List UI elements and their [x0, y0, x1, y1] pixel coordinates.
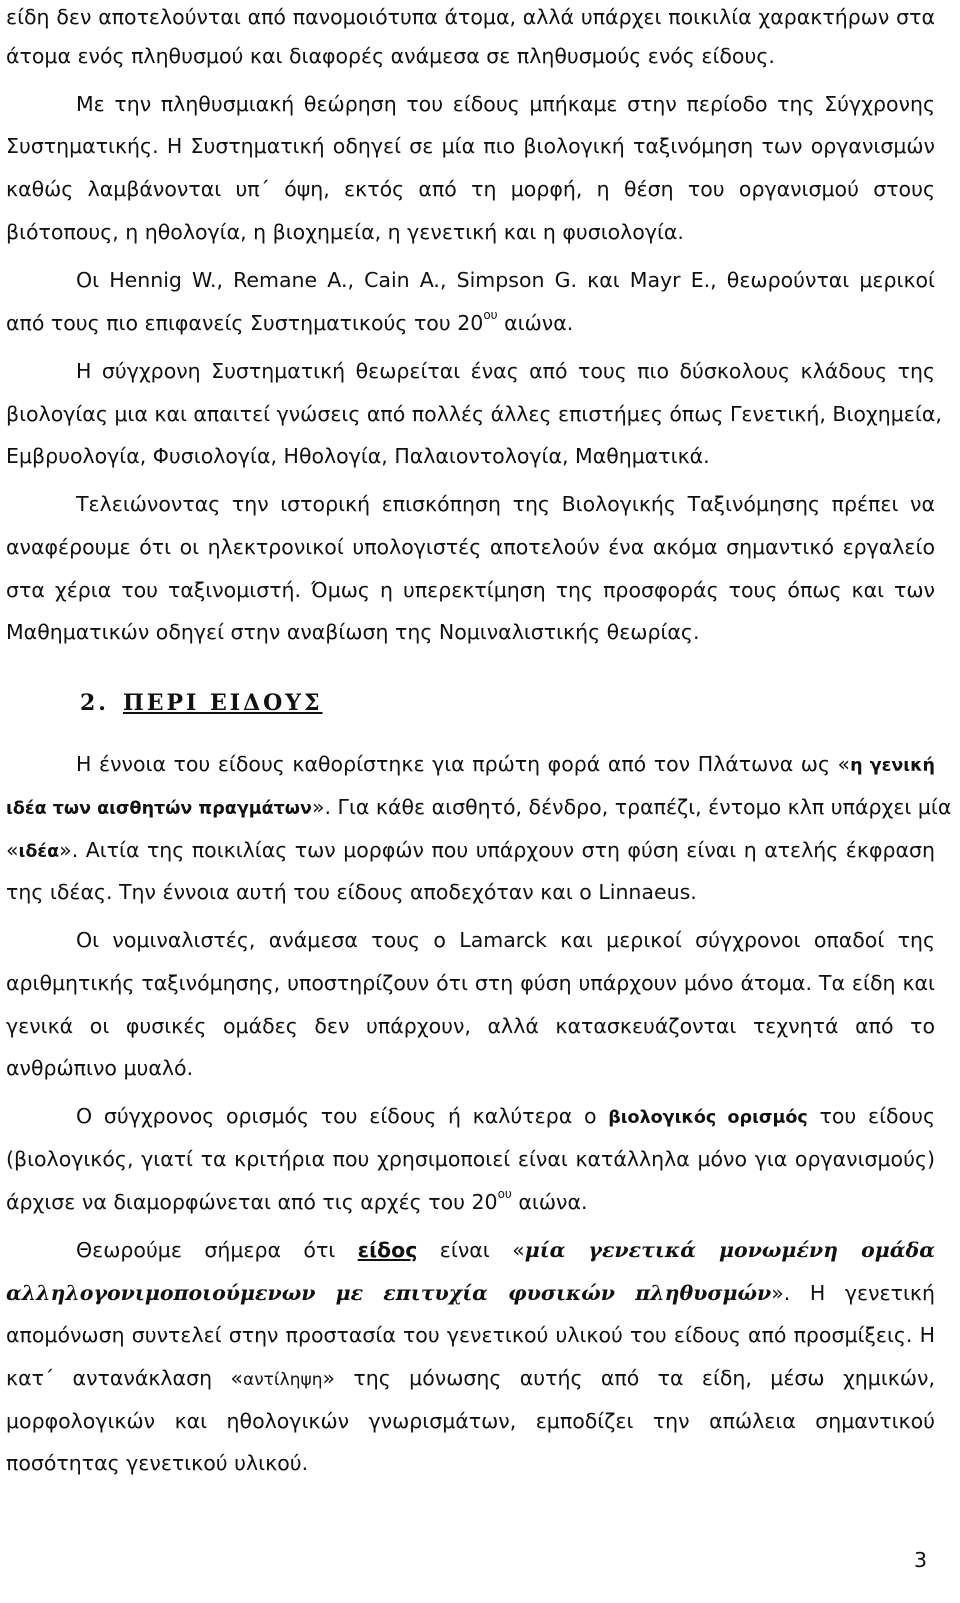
- text-segment: Ο σύγχρονος ορισμός του είδους ή καλύτερα ο: [76, 1104, 609, 1128]
- text-line: Συστηματικής. Η Συστηματική οδηγεί σε μία πιο βιολογική ταξινόμηση των οργανισμών: [6, 134, 935, 158]
- section-number: 2.: [80, 690, 109, 716]
- text-line: είδη δεν αποτελούνται από πανομοιότυπα άτομα, αλλά υπάρχει ποικιλία χαρακτήρων στα: [6, 5, 935, 29]
- text-line: [6, 794, 952, 822]
- text-line: [76, 1237, 935, 1263]
- text-line: Η σύγχρονη Συστηματική θεωρείται ένας από τους πιο δύσκολους κλάδους της: [76, 359, 935, 383]
- text-segment: ». Για κάθε αισθητό, δένδρο, τραπέζι, έντομο κλπ υπάρχει μία: [311, 795, 952, 819]
- page-number: 3: [914, 1548, 928, 1572]
- text-line: μορφολογικών και ηθολογικών γνωρισμάτων, εμποδίζει την απώλεια σημαντικού: [6, 1409, 935, 1433]
- bold-phrase: βιολογικός ορισμός: [608, 1108, 808, 1128]
- text-segment: κατ΄ αντανάκλαση «: [6, 1366, 243, 1390]
- definition-phrase: αλληλογονιμοποιούμενων με επιτυχία φυσικών πληθυσμών: [6, 1281, 772, 1305]
- text-line: Οι νομιναλιστές, ανάμεσα τους ο Lamarck και μερικοί σύγχρονοι οπαδοί της: [76, 928, 935, 952]
- text-line: [76, 1103, 935, 1131]
- text-line: Οι Hennig W., Remane A., Cain A., Simpson G. και Mayr E., θεωρούνται μερικοί: [76, 268, 935, 292]
- text-line: καθώς λαμβάνονται υπ΄ όψη, εκτός από τη μορφή, η θέση του οργανισμού στους: [6, 177, 935, 201]
- text-line: απομόνωση συντελεί στην προστασία του γενετικού υλικού του είδους από προσμίξεις. Η: [6, 1323, 935, 1347]
- text-segment: άρχισε να διαμορφώνεται από τις αρχές του 20: [6, 1190, 498, 1214]
- section-heading: [80, 690, 323, 716]
- text-segment: «: [6, 838, 19, 862]
- text-segment: Θεωρούμε σήμερα ότι: [76, 1238, 358, 1262]
- text-line: [6, 310, 573, 336]
- text-line: [6, 1365, 935, 1393]
- text-segment: από τους πιο επιφανείς Συστηματικούς του 20: [6, 311, 484, 335]
- text-segment: του είδους: [807, 1104, 935, 1128]
- text-line: [76, 751, 935, 779]
- underlined-term: είδος: [357, 1238, 418, 1262]
- text-line: [6, 1280, 935, 1306]
- text-line: ποσότητας γενετικού υλικού.: [6, 1451, 309, 1475]
- text-line: της ιδέας. Την έννοια αυτή του είδους αποδεχόταν και ο Linnaeus.: [6, 880, 697, 904]
- superscript: ου: [483, 308, 498, 323]
- text-line: (βιολογικός, γιατί τα κριτήρια που χρησιμοποιεί είναι κατάλληλα μόνο για οργανισμούς): [6, 1147, 935, 1171]
- section-title: ΠΕΡΙ ΕΙΔΟΥΣ: [122, 690, 323, 716]
- text-line: άτομα ενός πληθυσμού και διαφορές ανάμεσα σε πληθυσμούς ενός είδους.: [6, 44, 775, 68]
- text-line: [6, 837, 935, 865]
- small-word: αντίληψη: [242, 1370, 323, 1390]
- text-line: [6, 1189, 588, 1215]
- text-line: Μαθηματικών οδηγεί στην αναβίωση της Νομιναλιστικής θεωρίας.: [6, 620, 700, 644]
- text-segment: αιώνα.: [497, 311, 574, 335]
- text-line: αναφέρουμε ότι οι ηλεκτρονικοί υπολογιστές αποτελούν ένα ακόμα σημαντικό εργαλείο: [6, 535, 935, 559]
- bold-phrase: η γενική: [850, 756, 936, 776]
- text-segment: ». Η γενετική: [771, 1281, 935, 1305]
- text-line: γενικά οι φυσικές ομάδες δεν υπάρχουν, αλλά κατασκευάζονται τεχνητά από το: [6, 1014, 935, 1038]
- superscript: ου: [497, 1187, 512, 1202]
- text-segment: είναι «: [417, 1238, 525, 1262]
- text-line: βιολογίας μια και απαιτεί γνώσεις από πολλές άλλες επιστήμες όπως Γενετική, Βιοχημεία,: [6, 402, 942, 426]
- text-line: αριθμητικής ταξινόμησης, υποστηρίζουν ότι στη φύση υπάρχουν μόνο άτομα. Τα είδη και: [6, 971, 935, 995]
- text-line: ανθρώπινο μυαλό.: [6, 1056, 194, 1080]
- text-segment: Η έννοια του είδους καθορίστηκε για πρώτη φορά από τον Πλάτωνα ως «: [76, 752, 851, 776]
- text-segment: ». Αιτία της ποικιλίας των μορφών που υπάρχουν στη φύση είναι η ατελής έκφραση: [59, 838, 935, 862]
- text-line: Εμβρυολογία, Φυσιολογία, Ηθολογία, Παλαιοντολογία, Μαθηματικά.: [6, 444, 710, 468]
- bold-phrase: ιδέα των αισθητών πραγμάτων: [6, 799, 312, 819]
- text-line: Με την πληθυσμιακή θεώρηση του είδους μπήκαμε στην περίοδο της Σύγχρονης: [76, 92, 935, 116]
- text-line: βιότοπους, η ηθολογία, η βιοχημεία, η γενετική και η φυσιολογία.: [6, 220, 684, 244]
- text-line: στα χέρια του ταξινομιστή. Όμως η υπερεκτίμηση της προσφοράς τους όπως και των: [6, 578, 935, 602]
- definition-phrase: μία γενετικά μονωμένη ομάδα: [524, 1238, 935, 1262]
- text-line: Τελειώνοντας την ιστορική επισκόπηση της Βιολογικής Ταξινόμησης πρέπει να: [76, 492, 935, 516]
- text-segment: αιώνα.: [511, 1190, 588, 1214]
- bold-phrase: ιδέα: [18, 842, 60, 862]
- text-segment: » της μόνωσης αυτής από τα είδη, μέσω χημικών,: [322, 1366, 935, 1390]
